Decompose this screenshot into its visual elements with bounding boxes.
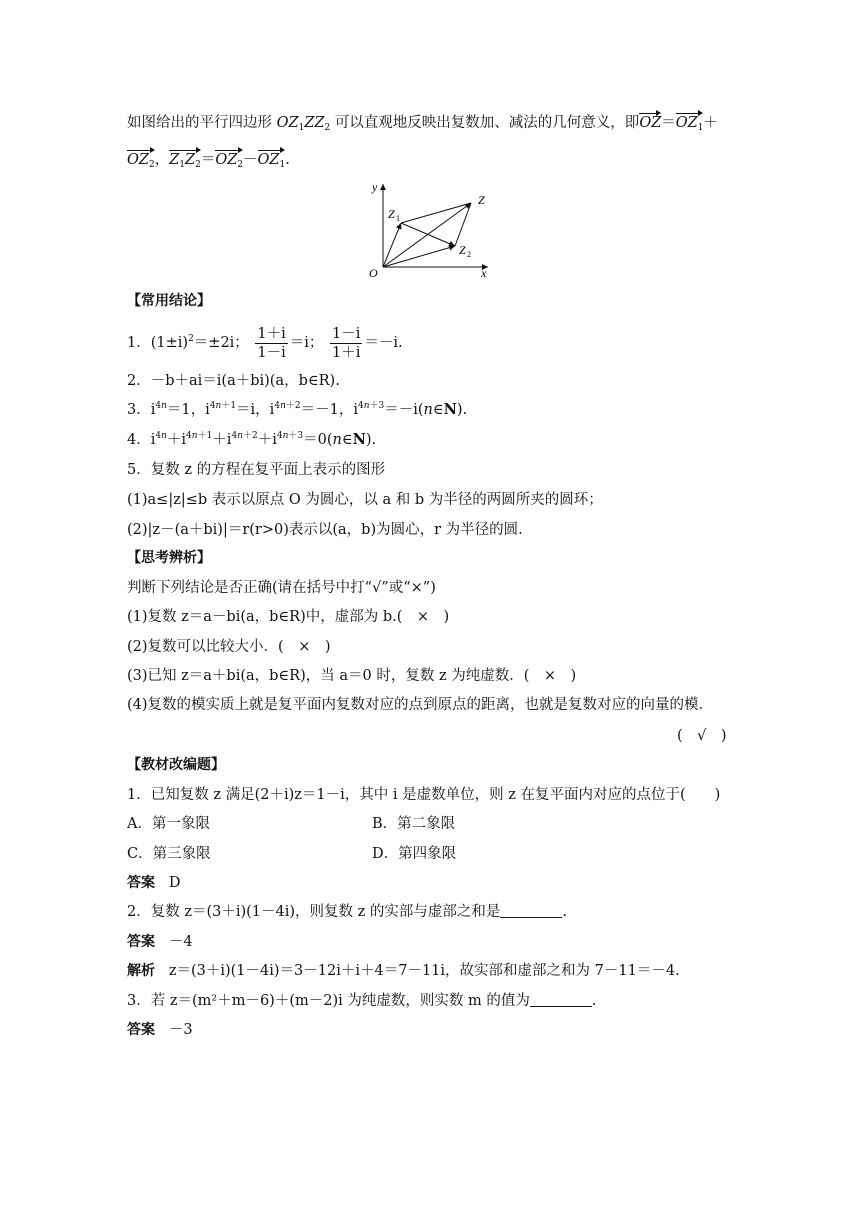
label-z2: Z <box>459 243 466 257</box>
conclusion-2: 2．－b＋ai＝i(a＋bi)(a，b∈R). <box>127 373 340 389</box>
conclusion-3: 3．$i^{4n}=1$，$i^{4n+1}=i$，$i^{4n+2}=-1$，$i^{4n+3}=-i(n\in N)$. <box>127 401 468 418</box>
vector-oz2: $OZ_2$ <box>127 152 155 170</box>
answer-1 <box>127 873 180 893</box>
vector-z1z2: $Z_1Z_2$ <box>169 152 201 170</box>
conclusion-5-1: (1)a≤|z|≤b 表示以原点 O 为圆心，以 a 和 b 为半径的两圆所夹的圆环； <box>127 492 603 508</box>
problem-3: 3．若 z＝(m²＋m－6)＋(m－2)i 为纯虚数，则实数 m 的值为 . <box>127 993 597 1009</box>
label-x: x <box>481 266 487 280</box>
option-a: A．第一象限 <box>127 816 210 832</box>
parallelogram-figure <box>360 178 500 282</box>
blank-2 <box>500 903 562 918</box>
intro-line-1: 如图给出的平行四边形 $OZ_1ZZ_2$ 可以直观地反映出复数加、减法的几何意义，即$OZ=OZ_1+$ <box>127 115 718 133</box>
problem-1: 1．已知复数 z 满足(2＋i)z＝1－i，其中 i 是虚数单位，则 z 在复平面内对应的点位于( ) <box>127 787 721 803</box>
label-y: y <box>372 180 378 194</box>
problem-2: 2．复数 z＝(3＋i)(1－4i)，则复数 z 的实部与虚部之和是 . <box>127 904 568 920</box>
conclusion-1: 1．$(1\pm i)^2=\pm 2i$； $\frac{1+i}{1-i}$ ＝i； $\frac{1-i}{1+i}$ ＝－i. <box>127 325 403 361</box>
label-z1-sub: 1 <box>396 214 400 223</box>
diagonal-z1-z2 <box>401 223 455 246</box>
section-common-conclusions: 【常用结论】 <box>127 293 211 309</box>
vector-oz: OZ <box>639 115 662 131</box>
answer-2 <box>127 932 193 952</box>
explanation-2-text: z＝(3＋i)(1－4i)＝3－12i＋i＋4＝7－11i，故实部和虚部之和为 7－11＝－4. <box>168 963 680 979</box>
label-origin: O <box>369 266 378 280</box>
answer-label: 答案 <box>127 875 155 891</box>
think-q4-answer: ( √ ) <box>677 728 727 744</box>
think-q1: (1)复数 z＝a－bi(a，b∈R)中，虚部为 b.( × ) <box>127 609 450 625</box>
think-intro: 判断下列结论是否正确(请在括号中打“√”或“×”) <box>127 580 436 596</box>
label-z2-sub: 2 <box>467 250 471 259</box>
intro-text: 如图给出的平行四边形 <box>127 115 272 131</box>
answer-3-value: －3 <box>168 1022 193 1038</box>
option-b: B．第二象限 <box>372 816 456 832</box>
explanation-2 <box>127 961 680 981</box>
vector-oz1b: $OZ_1$ <box>257 152 286 170</box>
think-q4: (4)复数的模实质上就是复平面内复数对应的点到原点的距离，也就是复数对应的向量的模． <box>127 697 714 713</box>
answer-2-value: －4 <box>168 934 193 950</box>
answer-label: 答案 <box>127 1022 155 1038</box>
intro-line-2: $OZ_2$，$Z_1Z_2=OZ_2-OZ_1$. <box>127 152 290 170</box>
conclusion-5: 5．复数 z 的方程在复平面上表示的图形 <box>127 462 386 478</box>
side-z1-z <box>401 203 471 223</box>
label-z1: Z <box>388 207 395 221</box>
fraction-2: $\frac{1-i}{1+i}$ <box>332 325 361 361</box>
vector-oz2-line <box>383 246 455 267</box>
answer-1-value: D <box>168 875 181 891</box>
label-z: Z <box>478 193 485 207</box>
fraction-1: $\frac{1+i}{1-i}$ <box>257 325 286 361</box>
option-d: D．第四象限 <box>372 846 457 862</box>
conclusion-5-2: (2)|z－(a＋bi)|＝r(r>0)表示以(a，b)为圆心，r 为半径的圆. <box>127 522 523 538</box>
option-c: C．第三象限 <box>127 846 211 862</box>
vector-oz1: $OZ_1$ <box>675 115 704 133</box>
think-q2: (2)复数可以比较大小．( × ) <box>127 639 331 655</box>
section-think-analysis: 【思考辨析】 <box>127 550 211 566</box>
intro-text-mid: 可以直观地反映出复数加、减法的几何意义，即 <box>334 115 640 131</box>
blank-3 <box>530 992 592 1007</box>
conclusion-4: 4．$i^{4n}+i^{4n+1}+i^{4n+2}+i^{4n+3}=0(n\in N)$. <box>127 431 377 448</box>
answer-3 <box>127 1020 193 1040</box>
vector-oz2b: $OZ_2$ <box>215 152 244 170</box>
section-textbook-problems: 【教材改编题】 <box>127 757 225 773</box>
explanation-label: 解析 <box>127 963 155 979</box>
answer-label: 答案 <box>127 934 155 950</box>
side-z2-z <box>455 203 471 246</box>
think-q3: (3)已知 z＝a＋bi(a，b∈R)，当 a＝0 时，复数 z 为纯虚数．( × ) <box>127 668 577 684</box>
